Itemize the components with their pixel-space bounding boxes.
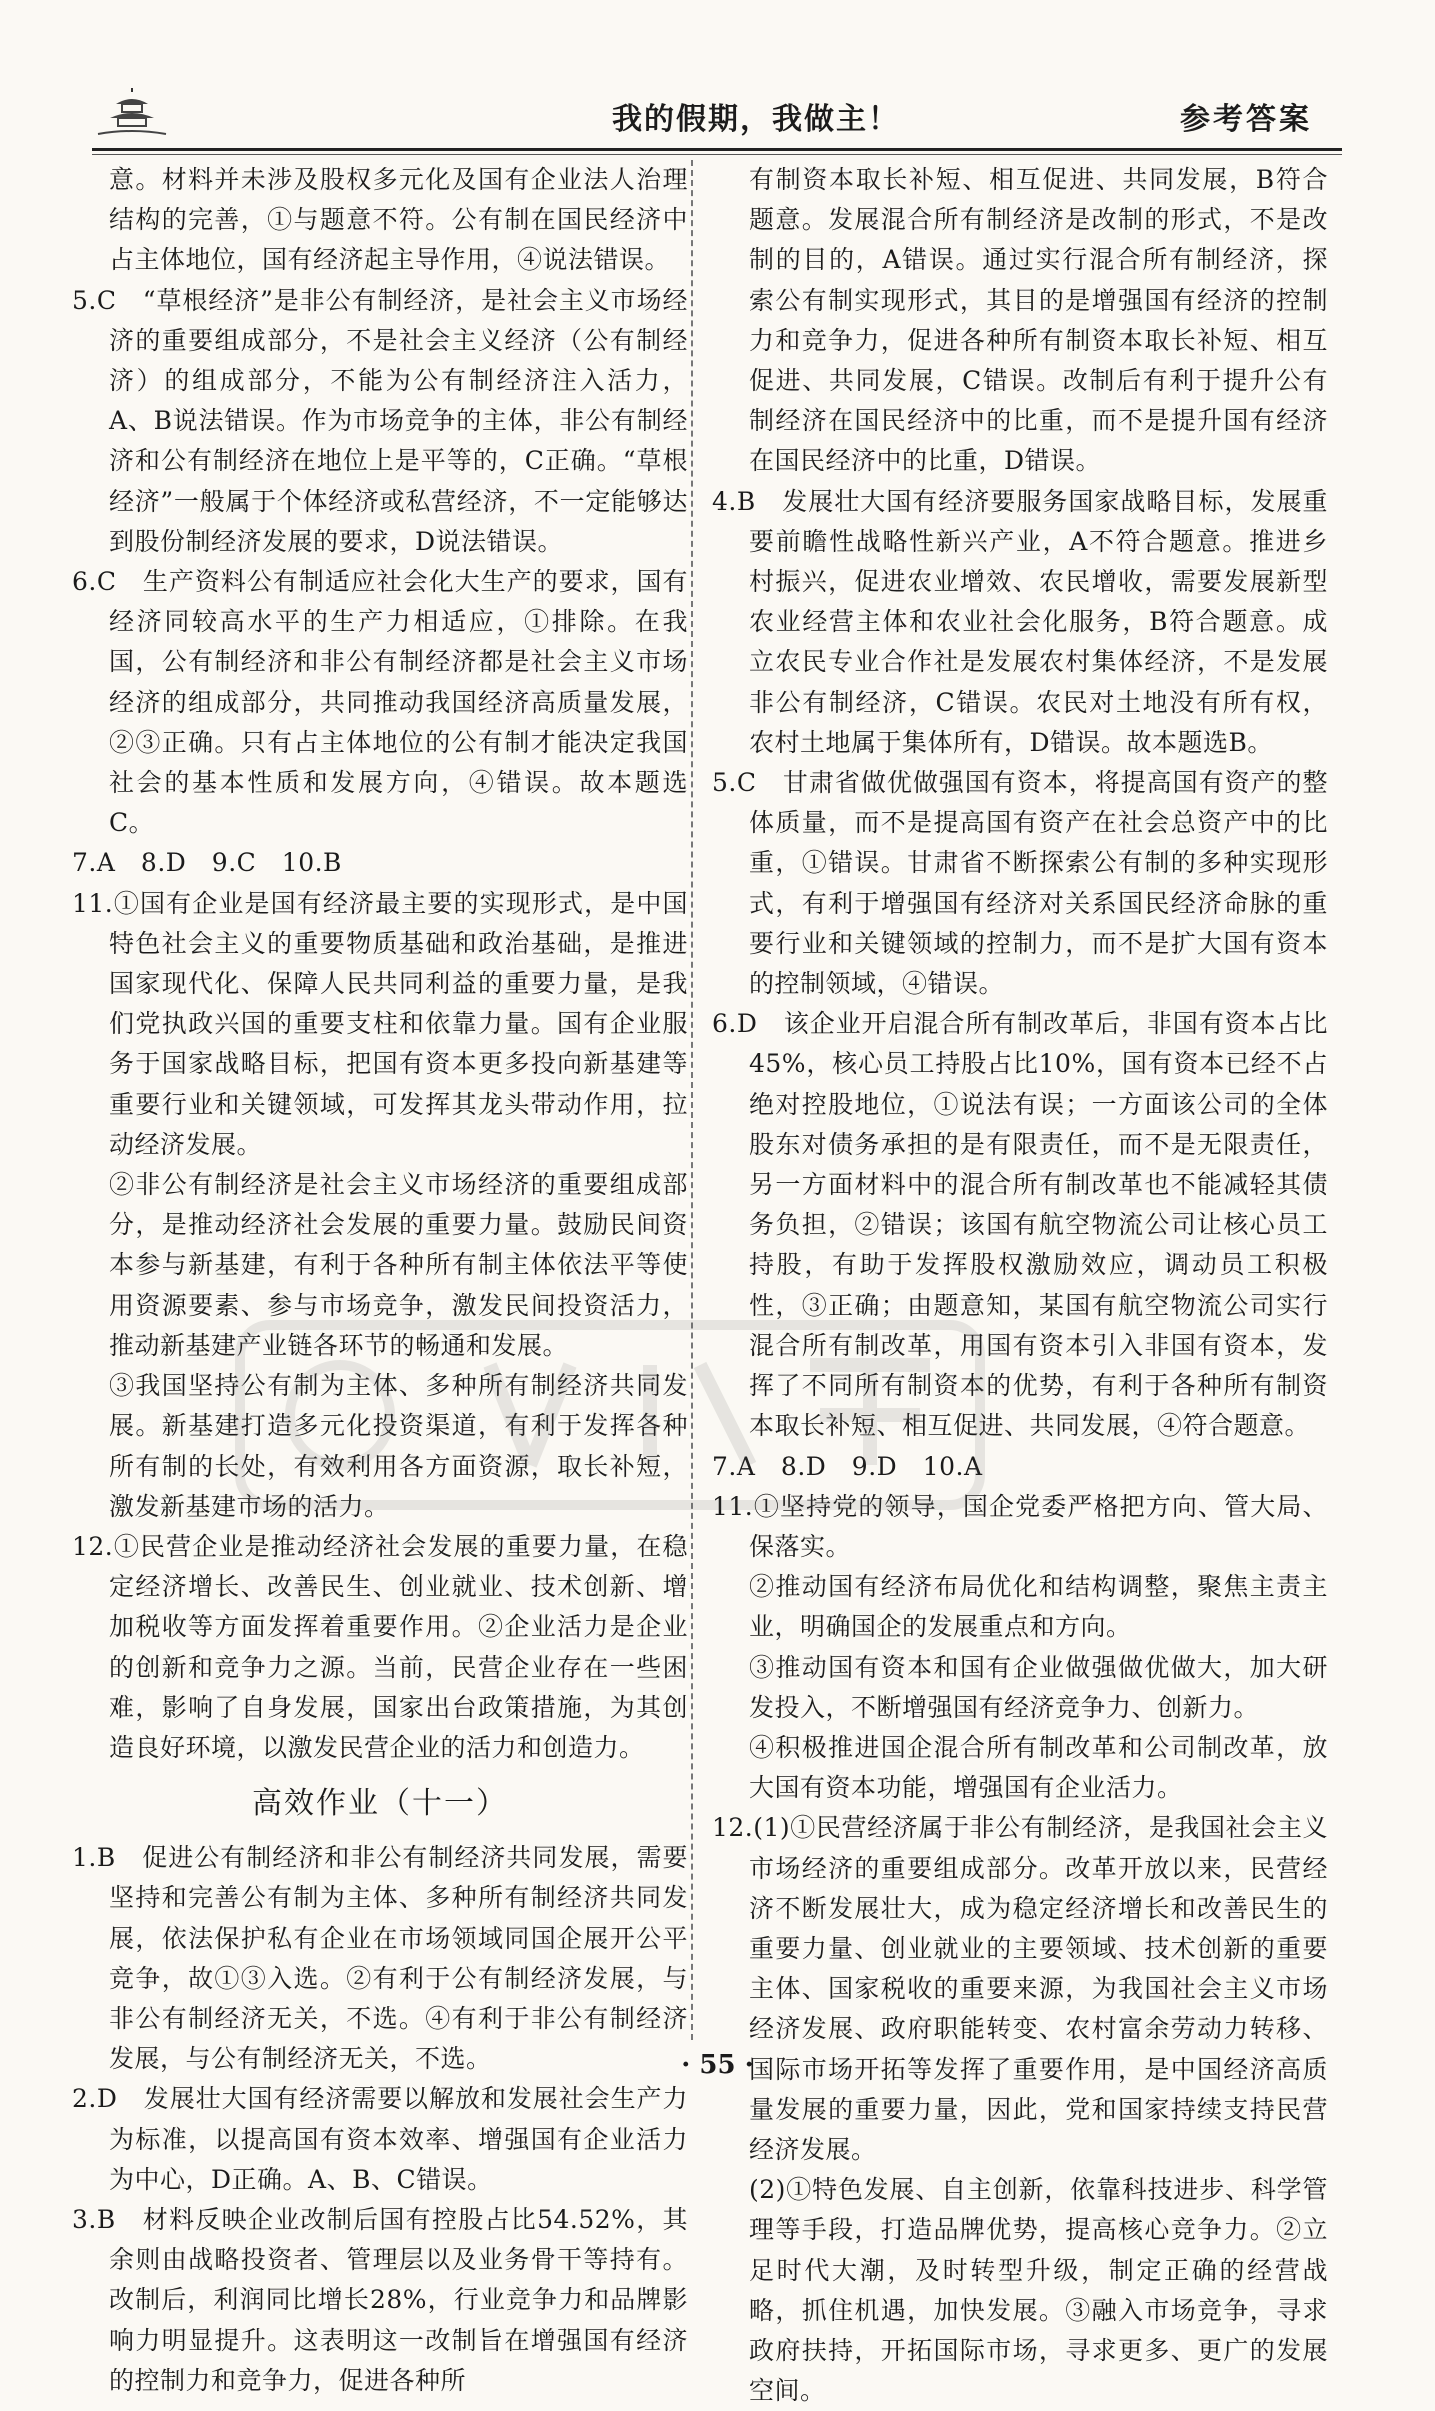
answer-paragraph: 11.①坚持党的领导，国企党委严格把方向、管大局、保落实。 [712, 1491, 1328, 1561]
pagoda-logo-icon [92, 84, 172, 144]
answer-paragraph: 有制资本取长补短、相互促进、共同发展，B符合题意。发展混合所有制经济是改制的形式，不是改制的目的，A错误。通过实行混合所有制经济，探索公有制实现形式，其目的是增强国有经济的控制力和竞争力，促进各种所有制资本取长补短、相互促进、共同发展，C错误。改制后有利于提升公有制经济在国民经济中的比重，而不是提升国有经济在国民经济中的比重，D错误。 [749, 165, 1328, 476]
answer-paragraph: 3.B 材料反映企业改制后国有控股占比54.52%，其余则由战略投资者、管理层以及业务骨干等持有。改制后，利润同比增长28%，行业竞争力和品牌影响力明显提升。这表明这一改制旨在增强国有经济的控制力和竞争力，促进各种所 [72, 2204, 688, 2395]
header-section-label: 参考答案 [1180, 102, 1312, 137]
header-rule-thin [92, 154, 1342, 155]
answer-paragraph: 7.A 8.D 9.C 10.B [72, 848, 342, 878]
answer-paragraph: 4.B 发展壮大国有经济要服务国家战略目标，发展重要前瞻性战略性新兴产业，A不符合题意。推进乡村振兴，促进农业增效、农民增收，需要发展新型农业经营主体和农业社会化服务，B符合题意。成立农民专业合作社是发展农村集体经济，不是发展非公有制经济，C错误。农民对土地没有所有权，农村土地属于集体所有，D错误。故本题选B。 [712, 486, 1328, 757]
answer-paragraph: ②推动国有经济布局优化和结构调整，聚焦主责主业，明确国企的发展重点和方向。 [749, 1572, 1328, 1642]
header-rule [92, 148, 1342, 151]
answer-paragraph: ④积极推进国企混合所有制改革和公司制改革，放大国有资本功能，增强国有企业活力。 [749, 1732, 1328, 1803]
answer-paragraph: 1.B 促进公有制经济和非公有制经济共同发展，需要坚持和完善公有制为主体、多种所有制经济共同发展，依法保护私有企业在市场领域同国企展开公平竞争，故①③入选。②有利于公有制经济发展，与非公有制经济无关，不选。④有利于非公有制经济发展，与公有制经济无关，不选。 [72, 1843, 688, 2074]
answer-paragraph: ③我国坚持公有制为主体、多种所有制经济共同发展。新基建打造多元化投资渠道，有利于发挥各种所有制的长处，有效利用各方面资源，取长补短，激发新基建市场的活力。 [109, 1371, 688, 1521]
answer-paragraph: 6.D 该企业开启混合所有制改革后，非国有资本占比45%，核心员工持股占比10%，国有资本已经不占绝对控股地位，①说法有误；一方面该公司的全体股东对债务承担的是有限责任，而不是无限责任，另一方面材料中的混合所有制改革也不能减轻其债务负担，②错误；该国有航空物流公司让核心员工持股，有助于发挥股权激励效应，调动员工积极性，③正确；由题意知，某国有航空物流公司实行混合所有制改革，用国有资本引入非国有资本，发挥了不同所有制资本的优势，有利于各种所有制资本取长补短、相互促进、共同发展，④符合题意。 [712, 1009, 1328, 1441]
answer-paragraph: 2.D 发展壮大国有经济需要以解放和发展社会生产力为标准，以提高国有资本效率、增强国有企业活力为中心，D正确。A、B、C错误。 [72, 2084, 688, 2194]
answer-paragraph: (2)①特色发展、自主创新，依靠科技进步、科学管理等手段，打造品牌优势，提高核心竞争力。②立足时代大潮，及时转型升级，制定正确的经营战略，抓住机遇，加快发展。③融入市场竞争，寻求政府扶持，开拓国际市场，寻求更多、更广的发展空间。 [749, 2175, 1328, 2406]
column-divider [691, 160, 693, 2040]
answer-paragraph: 5.C 甘肃省做优做强国有资本，将提高国有资产的整体质量，而不是提高国有资产在社会总资产中的比重，①错误。甘肃省不断探索公有制的多种实现形式，有利于增强国有经济对关系国民经济命脉的重要行业和关键领域的控制力，而不是扩大国有资本的控制领域，④错误。 [712, 768, 1328, 999]
answer-paragraph: ②非公有制经济是社会主义市场经济的重要组成部分，是推动经济社会发展的重要力量。鼓励民间资本参与新基建，有利于各种所有制主体依法平等使用资源要素、参与市场竞争，激发民间投资活力，推动新基建产业链各环节的畅通和发展。 [109, 1170, 688, 1360]
section-title: 高效作业（十一） [252, 1786, 508, 1822]
answer-paragraph: 11.①国有企业是国有经济最主要的实现形式，是中国特色社会主义的重要物质基础和政治基础，是推进国家现代化、保障人民共同利益的重要力量，是我们党执政兴国的重要支柱和依靠力量。国有企业服务于国家战略目标，把国有资本更多投向新基建等重要行业和关键领域，可发挥其龙头带动作用，拉动经济发展。 [72, 888, 688, 1159]
header-slogan: 我的假期，我做主！ [612, 102, 900, 137]
answer-paragraph: 12.(1)①民营经济属于非公有制经济，是我国社会主义市场经济的重要组成部分。改革开放以来，民营经济不断发展壮大，成为稳定经济增长和改善民生的重要力量、创业就业的主要领域、技术创新的重要主体、国家税收的重要来源，为我国社会主义市场经济发展、政府职能转变、农村富余劳动力转移、国际市场开拓等发挥了重要作用，是中国经济高质量发展的重要力量，因此，党和国家持续支持民营经济发展。 [712, 1813, 1328, 2164]
answer-paragraph: 5.C “草根经济”是非公有制经济，是社会主义市场经济的重要组成部分，不是社会主义经济（公有制经济）的组成部分，不能为公有制经济注入活力，A、B说法错误。作为市场竞争的主体，非公有制经济和公有制经济在地位上是平等的，C正确。“草根经济”一般属于个体经济或私营经济，不一定能够达到股份制经济发展的要求，D说法错误。 [72, 285, 688, 556]
answer-paragraph: ③推动国有资本和国有企业做强做优做大，加大研发投入，不断增强国有经济竞争力、创新力。 [749, 1652, 1328, 1722]
answer-paragraph: 12.①民营企业是推动经济社会发展的重要力量，在稳定经济增长、改善民生、创业就业、技术创新、增加税收等方面发挥着重要作用。②企业活力是企业的创新和竞争力之源。当前，民营企业存在一些困难，影响了自身发展，国家出台政策措施，为其创造良好环境，以激发民营企业的活力和创造力。 [72, 1531, 688, 1762]
page-number: · 55 · [681, 2050, 754, 2080]
page-header [92, 84, 1342, 148]
answer-paragraph: 意。材料并未涉及股权多元化及国有企业法人治理结构的完善，①与题意不符。公有制在国民经济中占主体地位，国有经济起主导作用，④说法错误。 [109, 165, 688, 275]
answer-paragraph: 7.A 8.D 9.D 10.A [712, 1451, 983, 1481]
answer-paragraph: 6.C 生产资料公有制适应社会化大生产的要求，国有经济同较高水平的生产力相适应，①排除。在我国，公有制经济和非公有制经济都是社会主义市场经济的组成部分，共同推动我国经济高质量发展，②③正确。只有占主体地位的公有制才能决定我国社会的基本性质和发展方向，④错误。故本题选C。 [72, 567, 688, 838]
